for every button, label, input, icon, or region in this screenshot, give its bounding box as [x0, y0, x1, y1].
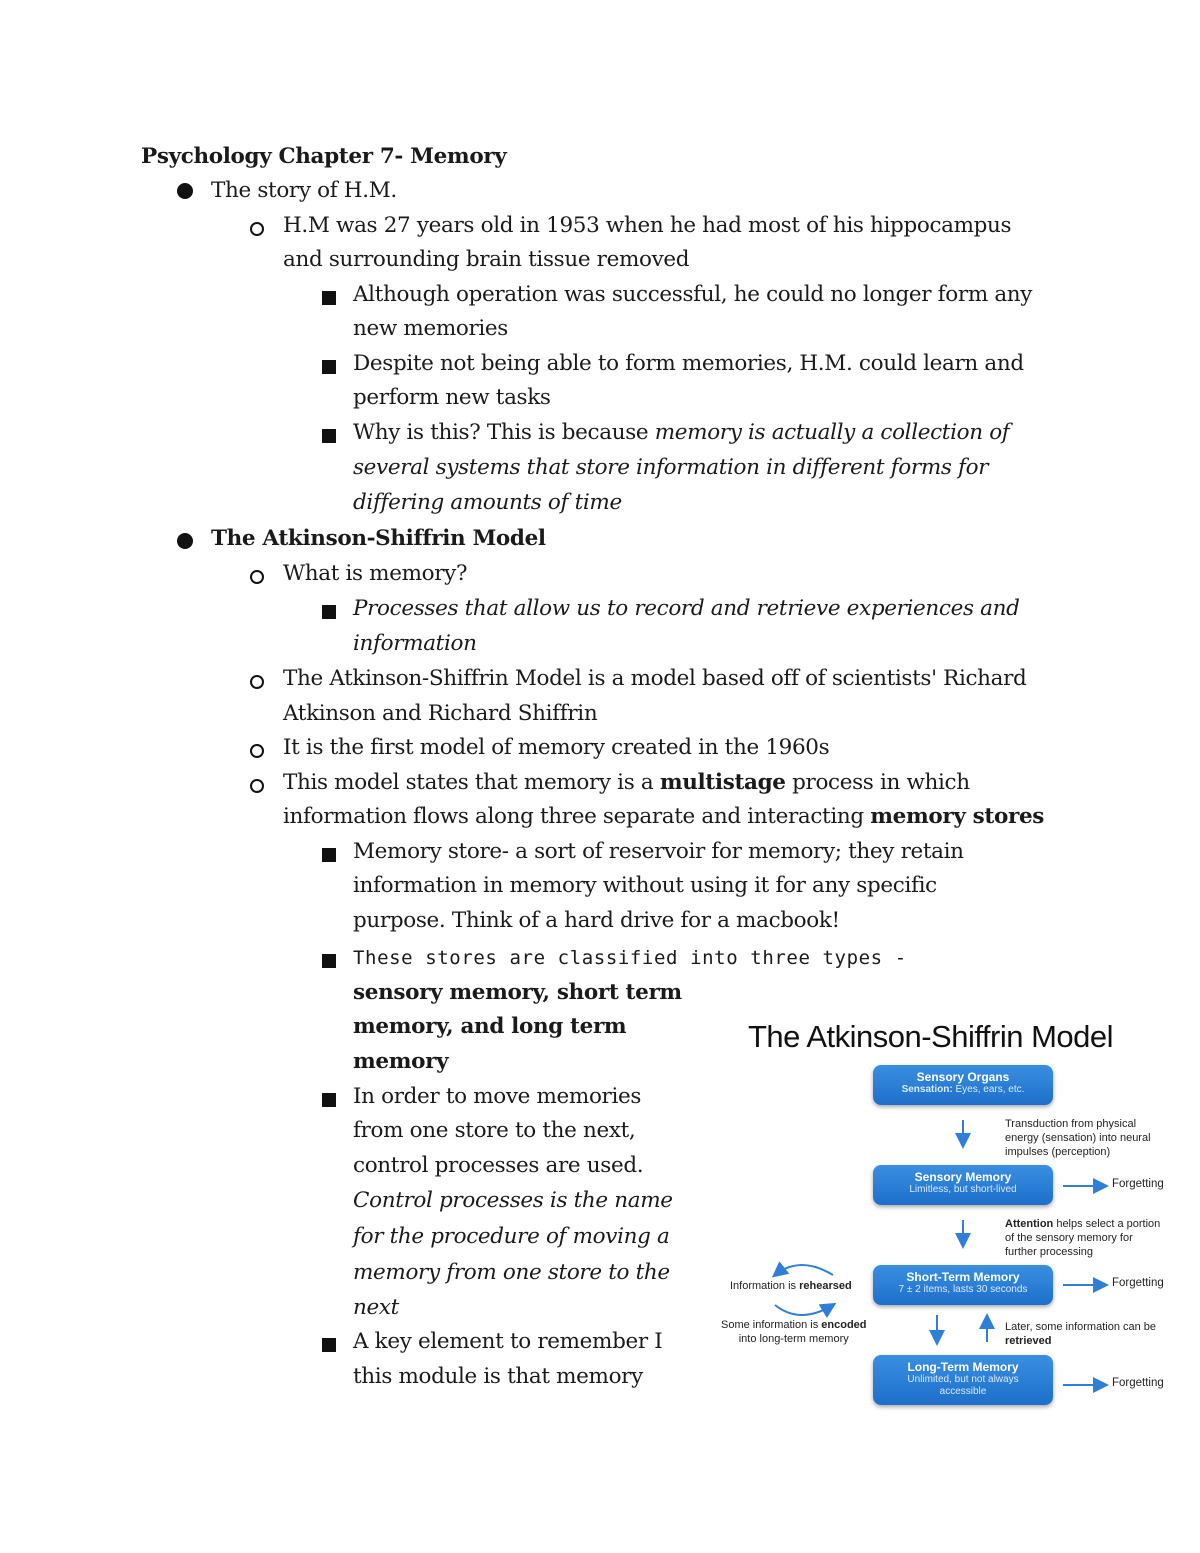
key-text: A key element to remember I	[353, 1329, 663, 1354]
hm-text-1b: and surrounding brain tissue removed	[283, 247, 690, 272]
control-text-c: control processes are used.	[353, 1153, 644, 1178]
hm-point-2b: perform new tasks	[353, 385, 551, 410]
hm-point-3: Why is this? This is because memory is actually a collection of	[353, 420, 1010, 445]
control-text-f: memory from one store to the	[353, 1260, 670, 1285]
asm-question: What is memory?	[283, 561, 468, 586]
bullet-square-icon	[322, 429, 336, 443]
asm-definition-b: information	[353, 631, 477, 656]
asm-text-2b: Atkinson and Richard Shiffrin	[283, 701, 598, 726]
rehearse-loop-icon	[775, 1265, 833, 1275]
bullet-square-icon	[322, 848, 336, 862]
bullet-square-icon	[322, 360, 336, 374]
bullet-disc-icon	[177, 533, 193, 549]
control-text-d: Control processes is the name	[353, 1188, 673, 1213]
key-text-b: this module is that memory	[353, 1364, 643, 1389]
figure-title: The Atkinson-Shiffrin Model	[748, 1019, 1114, 1054]
control-text-b: from one store to the next,	[353, 1118, 636, 1143]
bullet-circle-icon	[250, 675, 264, 689]
bullet-square-icon	[322, 605, 336, 619]
box-sensory-organs: Sensory Organs Sensation: Eyes, ears, etc.	[873, 1065, 1053, 1105]
bullet-circle-icon	[250, 779, 264, 793]
bullet-square-icon	[322, 954, 336, 968]
atkinson-shiffrin-figure	[715, 1015, 1185, 1425]
note-rehearsed: Information is rehearsed	[730, 1280, 852, 1292]
section-heading-asm: The Atkinson-Shiffrin Model	[211, 526, 546, 551]
control-text: In order to move memories	[353, 1084, 642, 1109]
asm-text-2: The Atkinson-Shiffrin Model is a model based off of scientists' Richard	[283, 666, 1027, 691]
control-text-e: for the procedure of moving a	[353, 1224, 670, 1249]
forgetting-label: Forgetting	[1112, 1277, 1164, 1289]
bullet-circle-icon	[250, 744, 264, 758]
hm-text-1: H.M was 27 years old in 1953 when he had most of his hippocampus	[283, 213, 1012, 238]
hm-point-1: Although operation was successful, he could no longer form any	[353, 282, 1033, 307]
page-title: Psychology Chapter 7- Memory	[141, 144, 507, 169]
asm-definition: Processes that allow us to record and retrieve experiences and	[353, 596, 1020, 621]
store-types-text-b: sensory memory, short term	[353, 980, 682, 1005]
control-text-g: next	[353, 1295, 399, 1320]
note-encoded: Some information is encoded into long-term memory	[721, 1319, 867, 1345]
note-attention: Attention helps select a portion of the sensory memory for further processing	[1005, 1218, 1161, 1258]
note-transduction: Transduction from physical energy (sensation) into neural impulses (perception)	[1005, 1118, 1151, 1158]
section-heading-hm: The story of H.M.	[211, 178, 397, 203]
asm-text-4: This model states that memory is a multistage process in which	[283, 770, 970, 795]
bullet-disc-icon	[177, 183, 193, 199]
bullet-square-icon	[322, 1093, 336, 1107]
bullet-circle-icon	[250, 222, 264, 236]
forgetting-label: Forgetting	[1112, 1377, 1164, 1389]
store-types-text-d: memory	[353, 1049, 449, 1074]
rehearse-loop-icon	[775, 1305, 833, 1315]
store-types-text: These stores are classified into three types -	[353, 947, 907, 969]
box-long-term-memory: Long-Term Memory Unlimited, but not always accessible	[873, 1355, 1053, 1405]
bullet-circle-icon	[250, 570, 264, 584]
box-short-term-memory: Short-Term Memory 7 ± 2 items, lasts 30 seconds	[873, 1265, 1053, 1305]
memory-store-text: Memory store- a sort of reservoir for memory; they retain	[353, 839, 964, 864]
hm-point-2: Despite not being able to form memories, H.M. could learn and	[353, 351, 1024, 376]
store-types-text-c: memory, and long term	[353, 1014, 627, 1039]
box-sensory-memory: Sensory Memory Limitless, but short-lived	[873, 1165, 1053, 1205]
forgetting-label: Forgetting	[1112, 1178, 1164, 1190]
note-retrieved: Later, some information can be retrieved	[1005, 1321, 1157, 1347]
memory-store-text-c: purpose. Think of a hard drive for a macbook!	[353, 908, 840, 933]
asm-text-4b: information flows along three separate and interacting memory stores	[283, 804, 1045, 829]
hm-point-3c: differing amounts of time	[353, 490, 622, 515]
memory-store-text-b: information in memory without using it for any specific	[353, 873, 937, 898]
bullet-square-icon	[322, 291, 336, 305]
asm-text-3: It is the first model of memory created in the 1960s	[283, 735, 830, 760]
bullet-square-icon	[322, 1338, 336, 1352]
hm-point-3b: several systems that store information in different forms for	[353, 455, 989, 480]
hm-point-1b: new memories	[353, 316, 508, 341]
